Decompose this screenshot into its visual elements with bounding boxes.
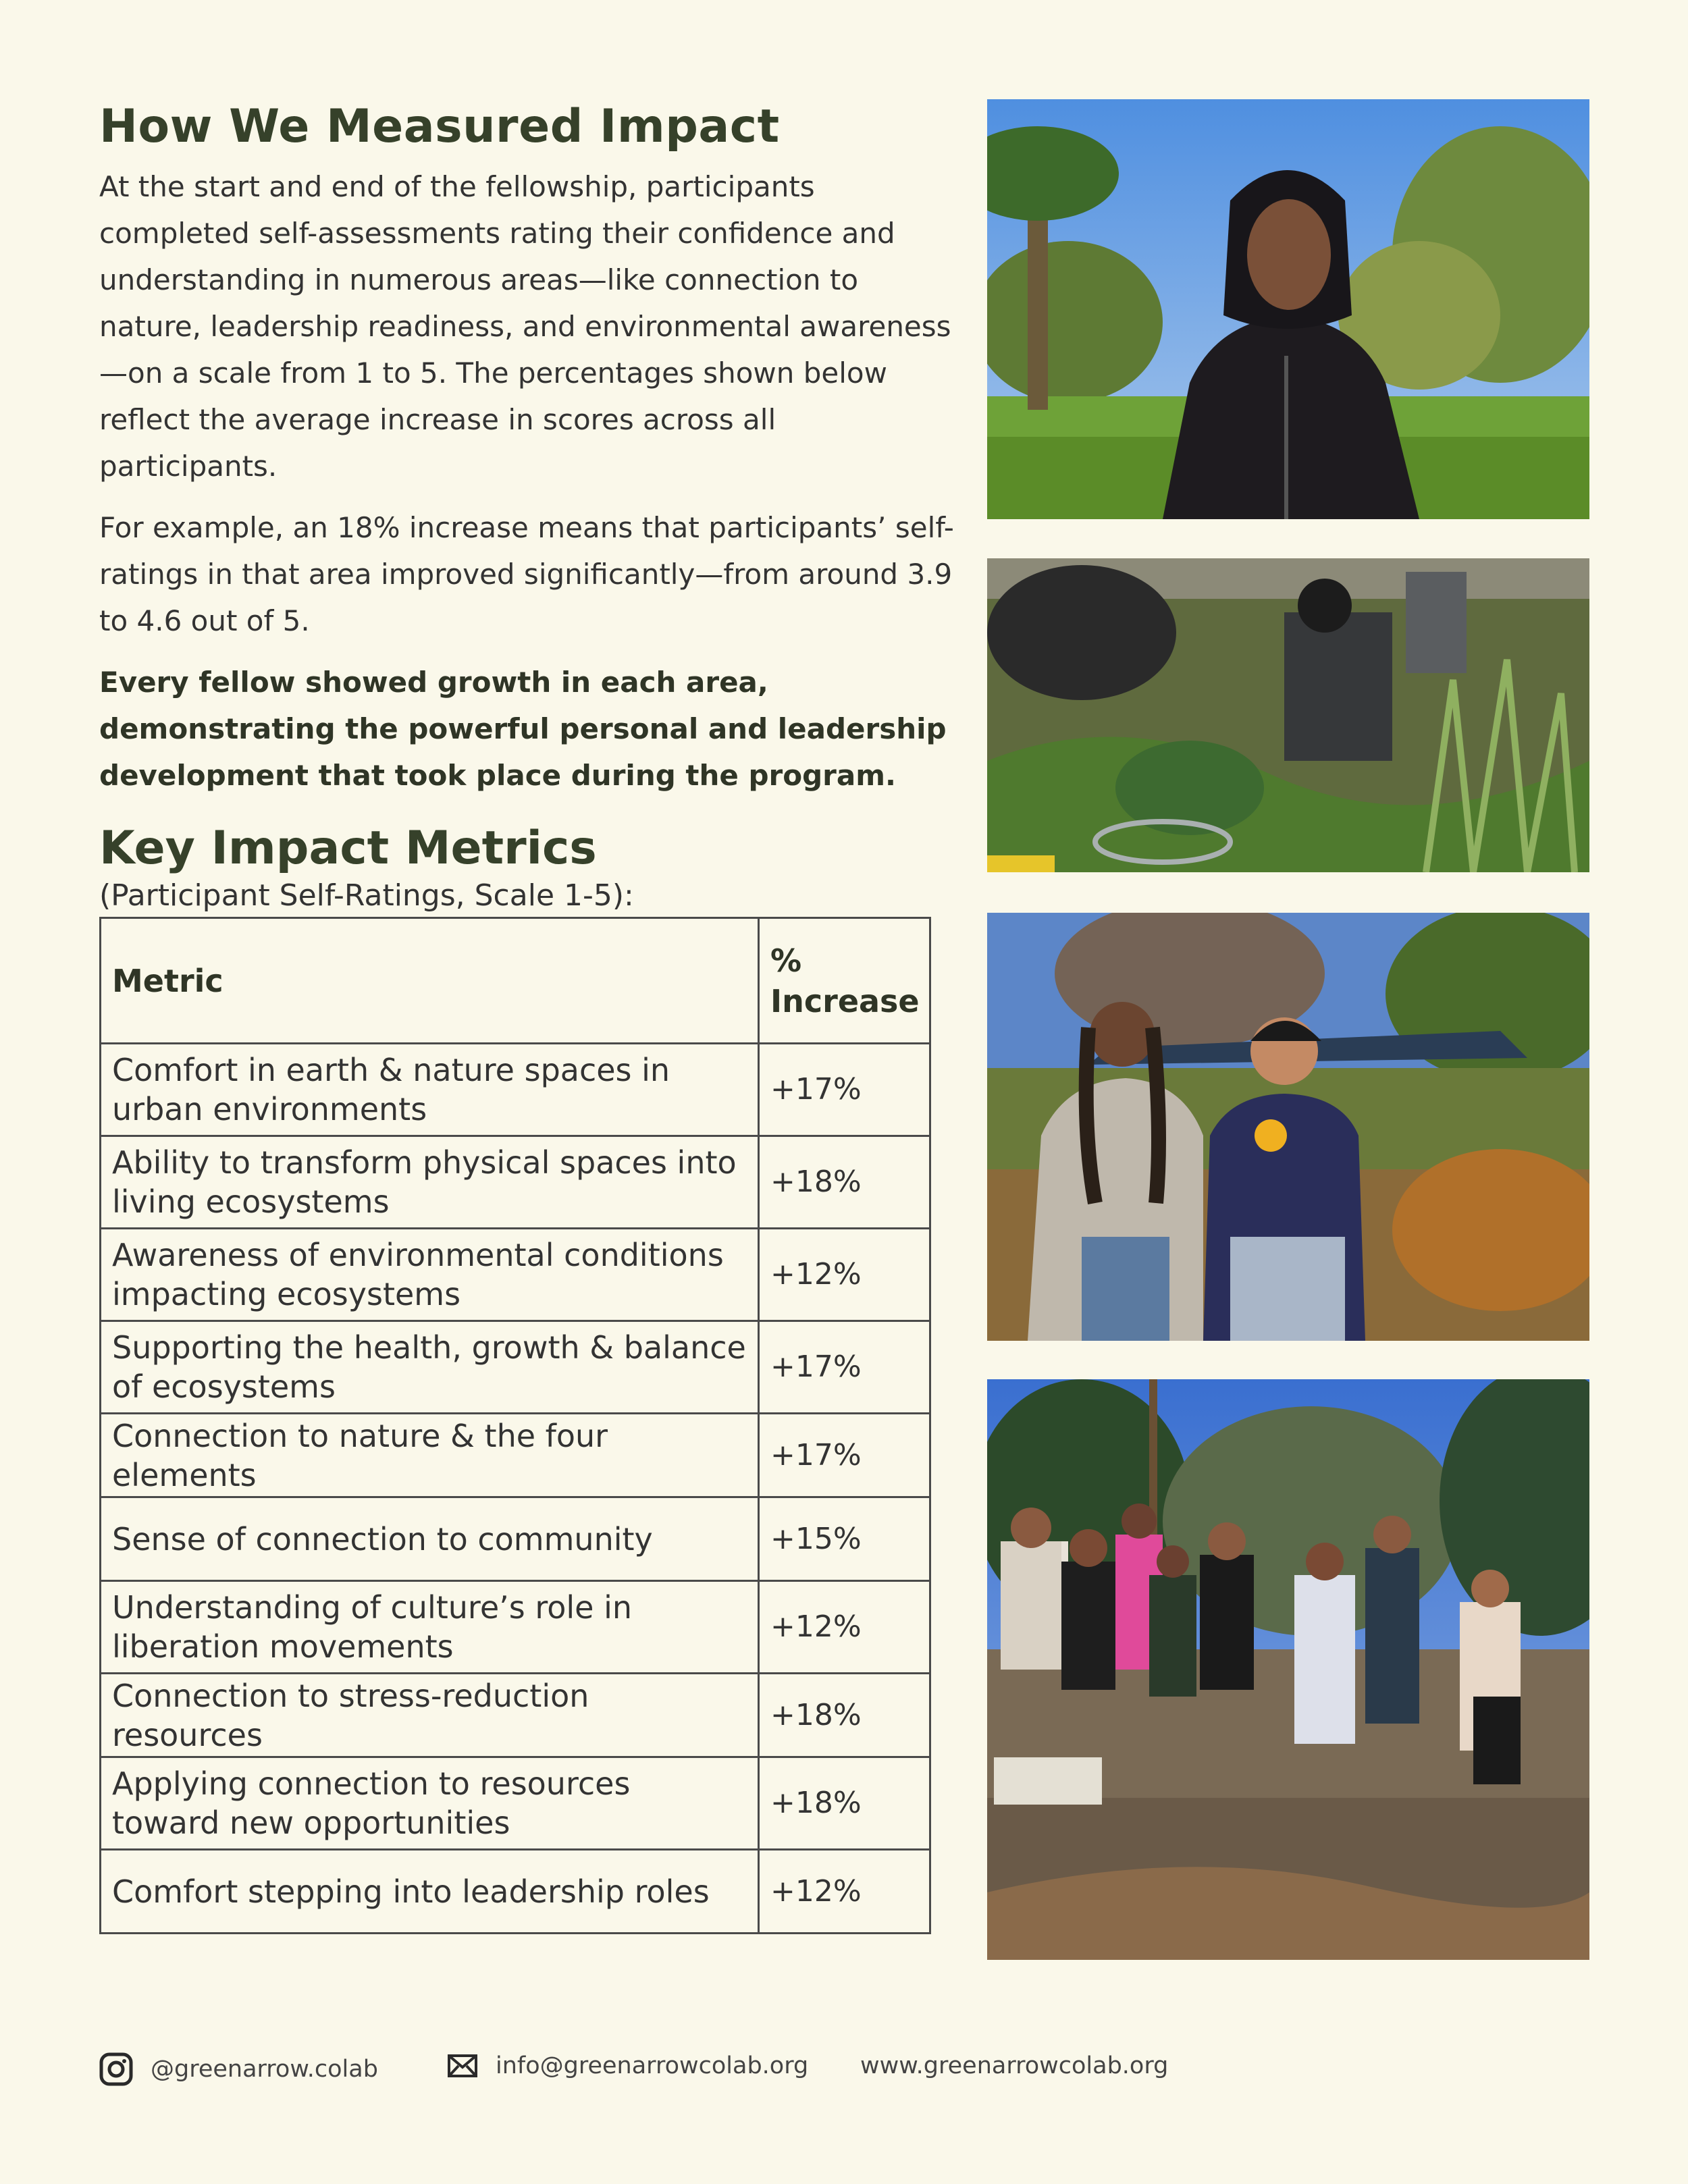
metric-name: Supporting the health, growth & balance of ecosystems bbox=[101, 1321, 759, 1414]
example-paragraph: For example, an 18% increase means that participants’ self-ratings in that area improved significantly—from around 3.9 to 4.6 out of 5. bbox=[99, 511, 954, 637]
metric-name: Connection to nature & the four elements bbox=[101, 1414, 759, 1497]
metric-name: Awareness of environmental conditions impacting ecosystems bbox=[101, 1229, 759, 1321]
metric-name: Connection to stress-reduction resources bbox=[101, 1674, 759, 1757]
table-row bbox=[101, 1414, 930, 1497]
metrics-subtitle: (Participant Self-Ratings, Scale 1-5): bbox=[99, 878, 634, 913]
table-row bbox=[101, 1581, 930, 1674]
metric-value: +17% bbox=[759, 1044, 930, 1136]
header-metric: Metric bbox=[101, 918, 759, 1044]
metric-name: Comfort in earth & nature spaces in urban environments bbox=[101, 1044, 759, 1136]
instagram-handle: @greenarrow.colab bbox=[151, 2056, 378, 2083]
footer-email[interactable] bbox=[447, 2052, 808, 2079]
footer-instagram[interactable] bbox=[99, 2052, 378, 2086]
table-row bbox=[101, 1674, 930, 1757]
growth-statement: Every fellow showed growth in each area, demonstrating the powerful personal and leadership development that took place during the program. bbox=[99, 666, 947, 792]
table-row bbox=[101, 1136, 930, 1229]
metric-value: +15% bbox=[759, 1497, 930, 1581]
metrics-table bbox=[99, 917, 931, 1934]
website-url: www.greenarrowcolab.org bbox=[860, 2052, 1169, 2079]
page-title: How We Measured Impact bbox=[99, 100, 780, 153]
photo-garden-work bbox=[987, 558, 1589, 872]
metric-value: +12% bbox=[759, 1850, 930, 1934]
footer-website[interactable] bbox=[860, 2052, 1168, 2079]
metric-name: Comfort stepping into leadership roles bbox=[101, 1850, 759, 1934]
metric-value: +12% bbox=[759, 1229, 930, 1321]
metric-value: +12% bbox=[759, 1581, 930, 1674]
table-row bbox=[101, 1497, 930, 1581]
metric-name: Sense of connection to community bbox=[101, 1497, 759, 1581]
main-content bbox=[99, 95, 957, 913]
table-header-row bbox=[101, 918, 930, 1044]
table-row bbox=[101, 1321, 930, 1414]
metrics-title: Key Impact Metrics bbox=[99, 822, 597, 875]
table-row bbox=[101, 1229, 930, 1321]
instagram-icon bbox=[99, 2052, 133, 2086]
header-increase: % Increase bbox=[759, 918, 930, 1044]
photo-two-people bbox=[987, 913, 1589, 1341]
mail-icon bbox=[447, 2054, 478, 2078]
photo-portrait-hoodie bbox=[987, 99, 1589, 519]
photo-group bbox=[987, 1379, 1589, 1960]
table-row bbox=[101, 1850, 930, 1934]
email-address: info@greenarrowcolab.org bbox=[496, 2052, 809, 2079]
metric-value: +18% bbox=[759, 1136, 930, 1229]
metric-value: +18% bbox=[759, 1674, 930, 1757]
metric-name: Ability to transform physical spaces into living ecosystems bbox=[101, 1136, 759, 1229]
table-row bbox=[101, 1757, 930, 1850]
metric-name: Applying connection to resources toward new opportunities bbox=[101, 1757, 759, 1850]
table-row bbox=[101, 1044, 930, 1136]
metric-name: Understanding of culture’s role in liberation movements bbox=[101, 1581, 759, 1674]
intro-paragraph: At the start and end of the fellowship, participants completed self-assessments rating their confidence and understanding in numerous areas—like connection to nature, leadership readiness, and environmental awareness—on a scale from 1 to 5. The percentages shown below reflect the average increase in scores across all participants. bbox=[99, 170, 951, 483]
metric-value: +18% bbox=[759, 1757, 930, 1850]
metric-value: +17% bbox=[759, 1321, 930, 1414]
metric-value: +17% bbox=[759, 1414, 930, 1497]
